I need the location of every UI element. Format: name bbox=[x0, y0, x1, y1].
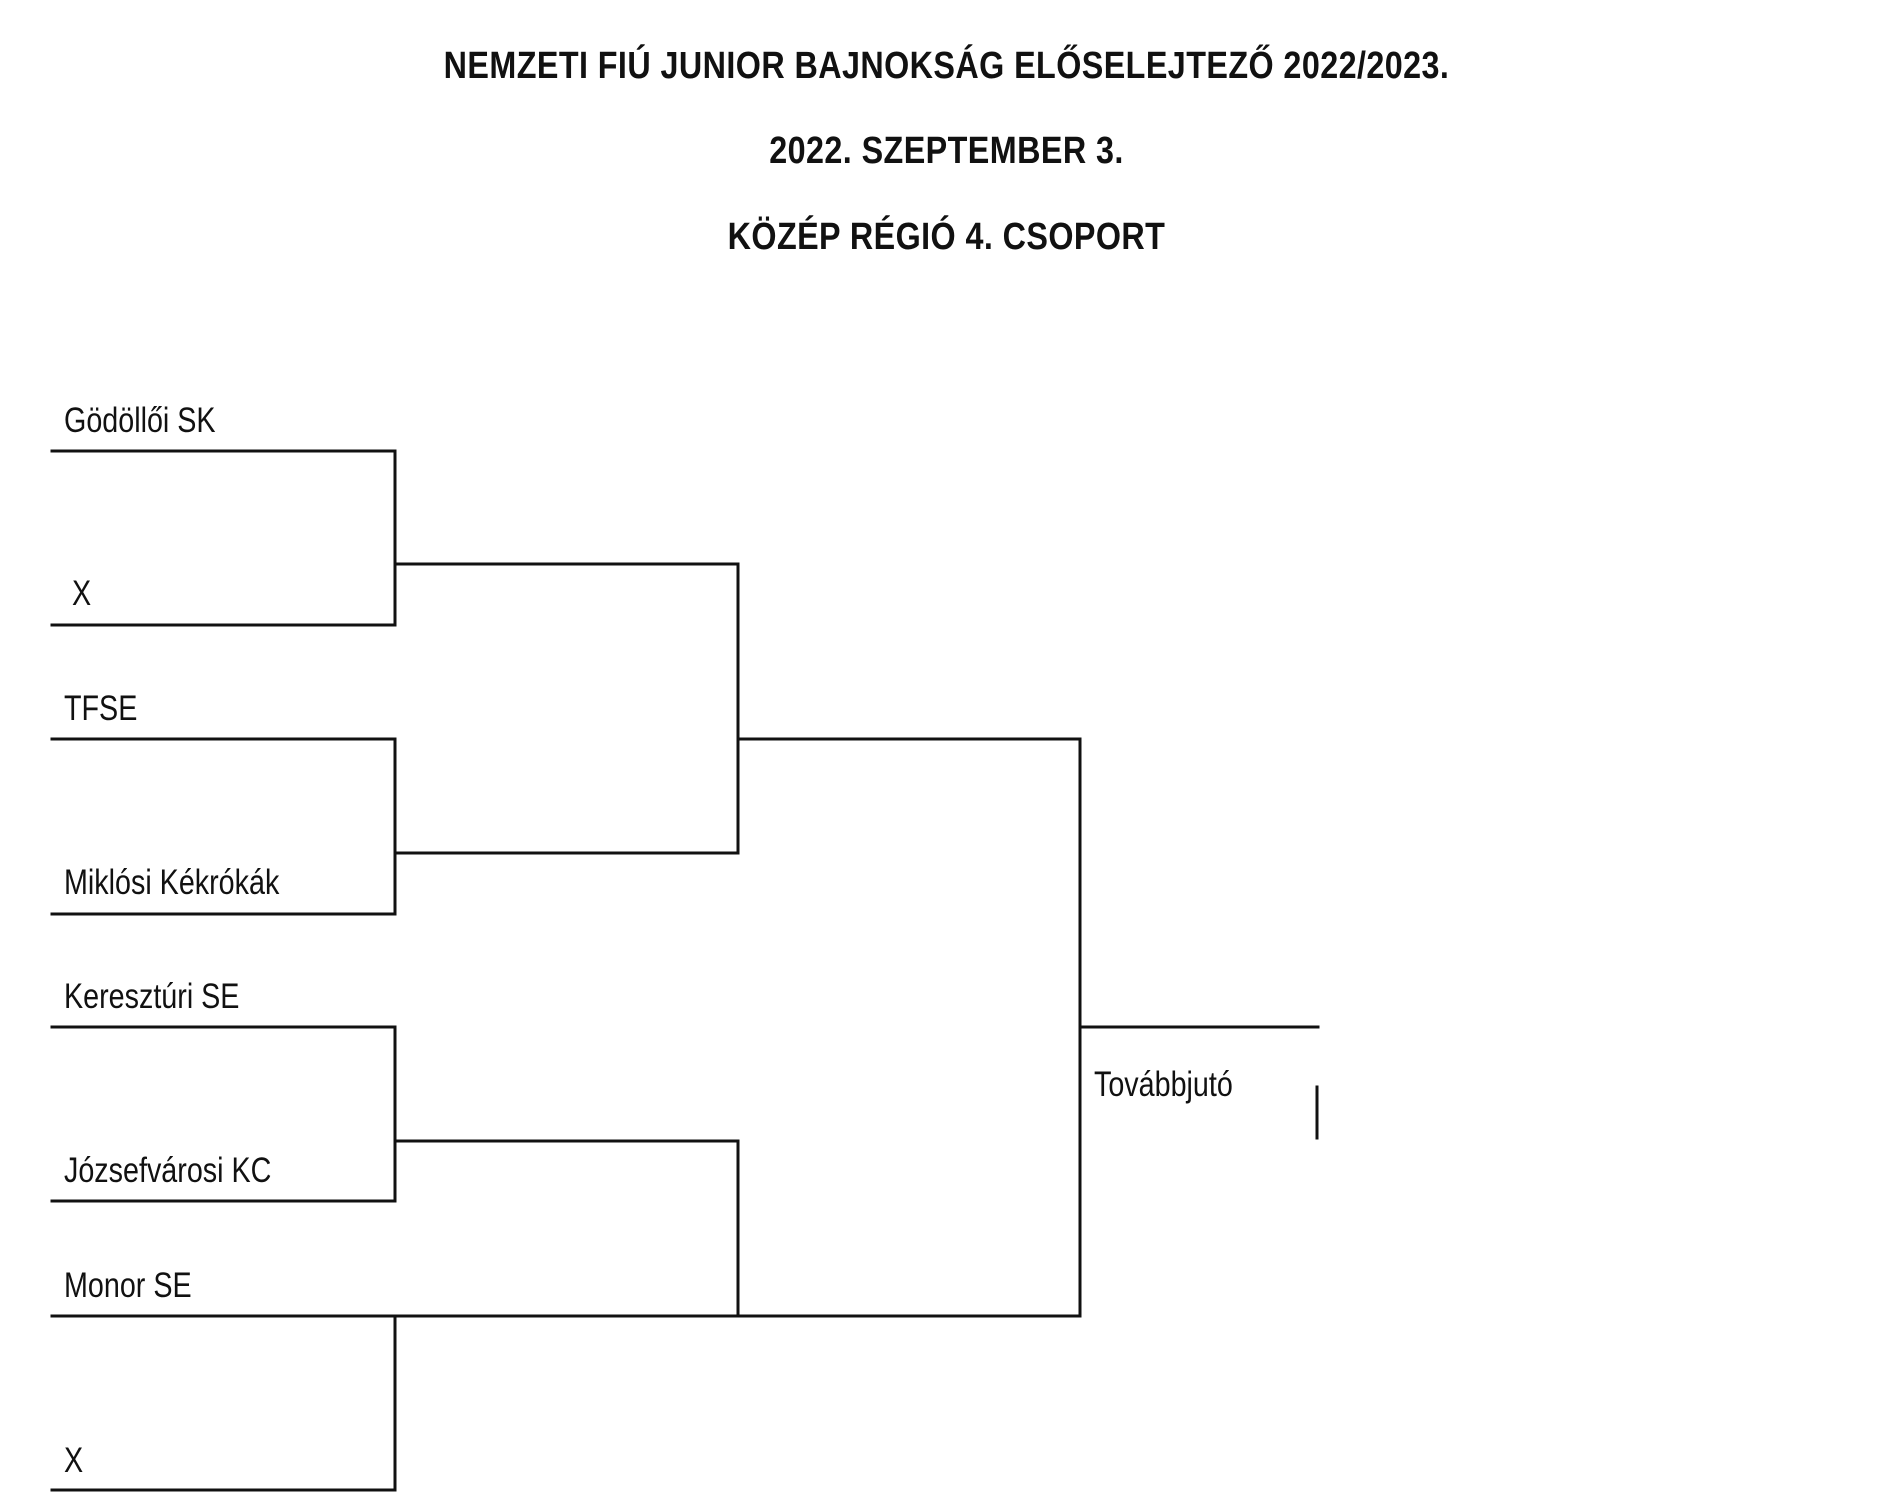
team-slot-4: Miklósi Kékrókák bbox=[64, 863, 280, 902]
team-slot-8: X bbox=[64, 1441, 84, 1480]
team-slot-7: Monor SE bbox=[64, 1266, 192, 1305]
event-date: 2022. SZEPTEMBER 3. bbox=[769, 130, 1124, 172]
match-4-connector bbox=[52, 1316, 395, 1490]
team-slot-6: Józsefvárosi KC bbox=[64, 1151, 272, 1190]
page-title: NEMZETI FIÚ JUNIOR BAJNOKSÁG ELŐSELEJTEZŐ 2022/2023. bbox=[443, 45, 1450, 87]
group-name: KÖZÉP RÉGIÓ 4. CSOPORT bbox=[727, 216, 1166, 258]
semifinal-1-connector bbox=[395, 564, 738, 853]
match-1-connector bbox=[52, 451, 395, 625]
final-connector bbox=[738, 739, 1080, 1316]
winner-label: Továbbjutó bbox=[1094, 1065, 1233, 1104]
team-slot-3: TFSE bbox=[64, 689, 138, 728]
semifinal-2-connector bbox=[395, 1141, 738, 1316]
team-slot-2: X bbox=[72, 574, 92, 613]
team-slot-1: Gödöllői SK bbox=[64, 401, 216, 440]
team-slot-5: Keresztúri SE bbox=[64, 977, 240, 1016]
